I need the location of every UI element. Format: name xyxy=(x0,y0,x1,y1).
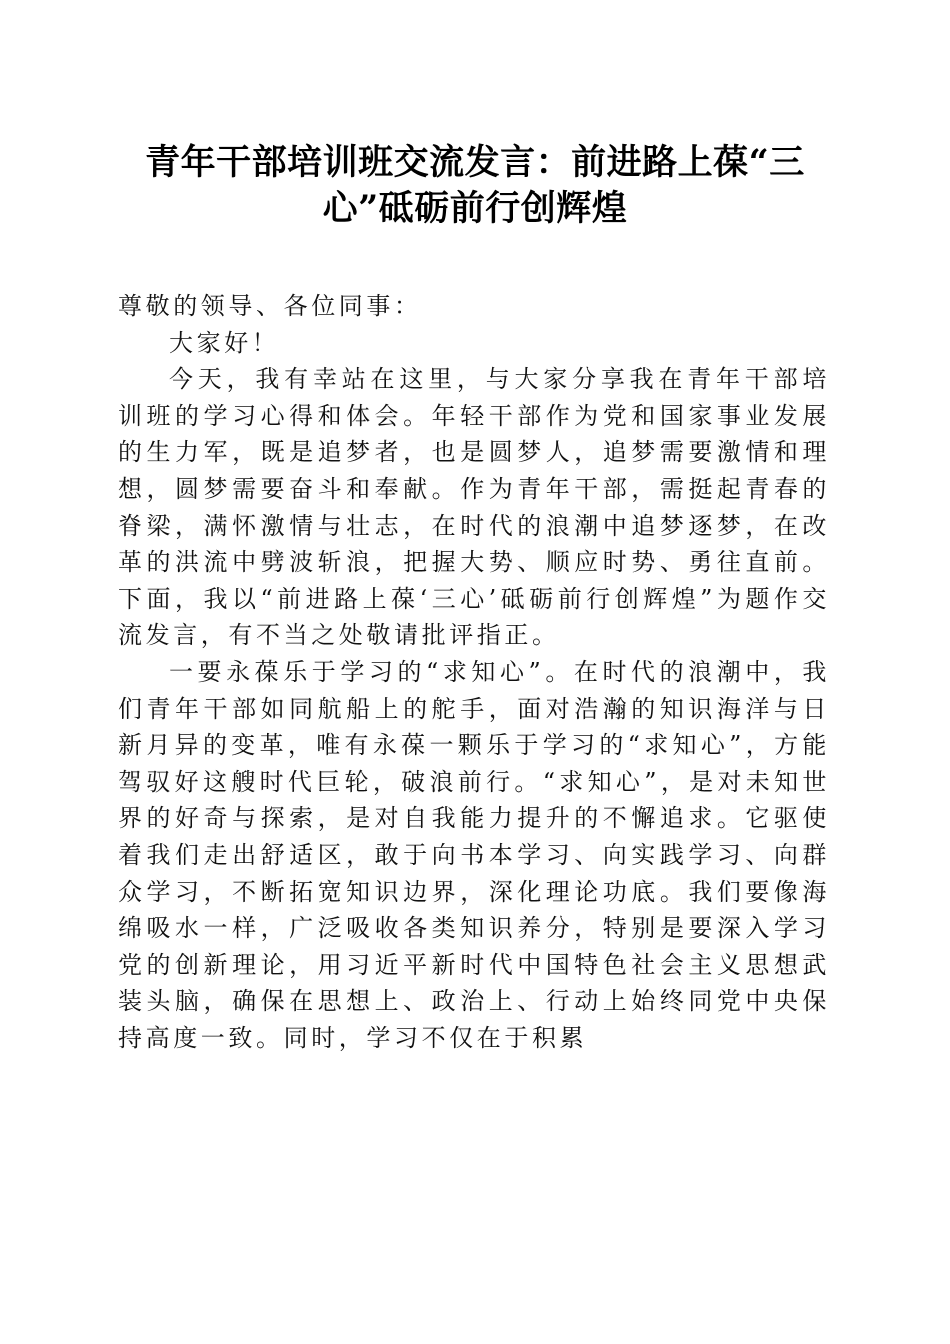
document-title: 青年干部培训班交流发言：前进路上葆“三心”砥砺前行创辉煌 xyxy=(145,142,805,229)
document-body xyxy=(118,288,830,1056)
point-one-paragraph: 一要永葆乐于学习的“求知心”。在时代的浪潮中，我们青年干部如同航船上的舵手，面对浩瀚的知识海洋与日新月异的变革，唯有永葆一颗乐于学习的“求知心”，方能驾驭好这艘时代巨轮，破浪前行。“求知心”，是对未知世界的好奇与探索，是对自我能力提升的不懈追求。它驱使着我们走出舒适区，敢于向书本学习、向实践学习、向群众学习，不断拓宽知识边界，深化理论功底。我们要像海绵吸水一样，广泛吸收各类知识养分，特别是要深入学习党的创新理论，用习近平新时代中国特色社会主义思想武装头脑，确保在思想上、政治上、行动上始终同党中央保持高度一致。同时，学习不仅在于积累 xyxy=(118,657,830,1052)
intro-paragraph: 今天，我有幸站在这里，与大家分享我在青年干部培训班的学习心得和体会。年轻干部作为党和国家事业发展的生力军，既是追梦者，也是圆梦人，追梦需要激情和理想，圆梦需要奋斗和奉献。作为青年干部，需挺起青春的脊梁，满怀激情与壮志，在时代的浪潮中追梦逐梦，在改革的洪流中劈波斩浪，把握大势、顺应时势、勇往直前。下面，我以“前进路上葆‘三心’砥砺前行创辉煌”为题作交流发言，有不当之处敬请批评指正。 xyxy=(118,365,830,650)
salutation: 尊敬的领导、各位同事： xyxy=(118,292,422,320)
greeting-paragraph: 大家好！ xyxy=(169,328,280,357)
